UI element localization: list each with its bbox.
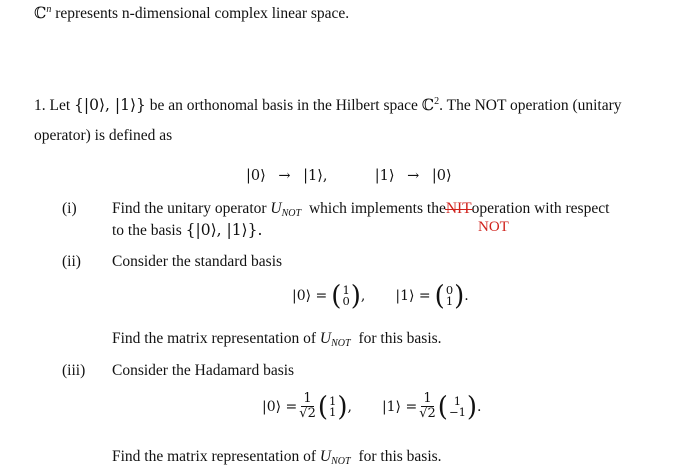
part-iii-find-text-2: for this basis. [358,448,442,465]
vector-entry: 1 [329,404,337,419]
operator-subscript: NOT [281,208,302,219]
fraction-numerator: 1 [423,391,432,406]
operator-u: U [270,200,282,217]
part-ii-find-text-2: for this basis. [358,330,442,347]
part-iii-find-text-1: Find the matrix representation of [112,448,317,465]
part-i-text-1: Find the unitary operator [112,200,267,217]
part-iii-find [112,448,442,467]
end-period: . [477,398,482,415]
normalization-fraction [298,392,317,421]
part-i-line1 [112,200,609,219]
complex-space-symbol: ℂ [34,4,47,22]
part-i-text-2: which implements the [308,200,446,217]
part-iii-text: Consider the Hadamard basis [112,362,295,379]
map1-from: |0⟩ [246,168,266,184]
intro-text-2: be an orthonomal basis in the Hilbert space [149,97,418,114]
part-ii-label: (ii) [62,253,81,270]
part-ii-find [112,330,442,349]
arrow-icon: → [407,168,420,184]
vector-entry: 0 [342,294,350,308]
map1-to: |1⟩, [303,168,328,184]
normalization-fraction [418,392,437,421]
part-iii-label: (iii) [62,362,86,379]
end-period: . [464,288,469,304]
had-ket1-vector: ( 1 −1 ) [437,390,478,423]
intro-text-3: . The NOT operation (unitary [439,97,622,114]
part-ii-find-text-1: Find the matrix representation of [112,330,317,347]
header-text: represents n-dimensional complex linear space. [55,5,350,22]
part-i-label: (i) [62,200,77,217]
basis-set: {|0⟩, |1⟩} [74,96,146,114]
not-definition [246,168,452,184]
hilbert-space-exponent: 2 [434,96,440,107]
map2-to: |0⟩ [431,168,452,184]
fraction-denominator: √2 [299,406,316,421]
operator-subscript: NOT [331,338,351,349]
part-ii-text: Consider the standard basis [112,253,283,270]
part-i-text-3: operation with respect [471,200,610,217]
std-ket0-vector: ( 1 0 ) [331,280,361,312]
vector-entry: 0 [445,283,454,297]
vector-entry: −1 [448,404,466,419]
std-ket1-vector: ( 0 1 ) [434,280,465,312]
vector-entry: 1 [329,393,337,408]
operator-u: U [319,330,332,347]
vector-entry: 1 [445,294,454,308]
separator: , [360,288,366,304]
vector-entry: 1 [453,393,462,408]
hadamard-basis-equation [262,392,482,421]
map2-from: |1⟩ [374,168,395,184]
fraction-numerator: 1 [303,391,312,406]
arrow-icon: → [278,168,291,184]
hilbert-space-symbol: ℂ [421,96,435,114]
operator-subscript: NOT [331,456,351,467]
header-line [34,4,349,23]
part-i-basis: {|0⟩, |1⟩}. [185,221,263,239]
had-ket0: |0⟩ = [262,398,298,415]
complex-space-exponent: n [46,4,52,15]
problem-number: 1. [34,97,46,114]
part-i-line2-text: to the basis [112,222,182,239]
problem-intro-line1 [34,96,622,115]
fraction-denominator: √2 [419,406,436,421]
typo-correction: NOT [478,219,509,235]
operator-u: U [319,448,332,465]
separator: , [347,398,352,415]
struck-typo: NIT [445,200,472,217]
problem-intro-line2: operator) is defined as [34,127,173,144]
intro-text-1: Let [49,97,71,114]
std-ket1: |1⟩ = [395,288,431,304]
std-ket0: |0⟩ = [292,288,328,304]
had-ket0-vector: ( 1 1 ) [317,390,348,423]
part-i-line2 [112,221,262,240]
standard-basis-equation [292,280,469,312]
vector-entry: 1 [342,283,350,297]
had-ket1: |1⟩ = [381,398,418,415]
